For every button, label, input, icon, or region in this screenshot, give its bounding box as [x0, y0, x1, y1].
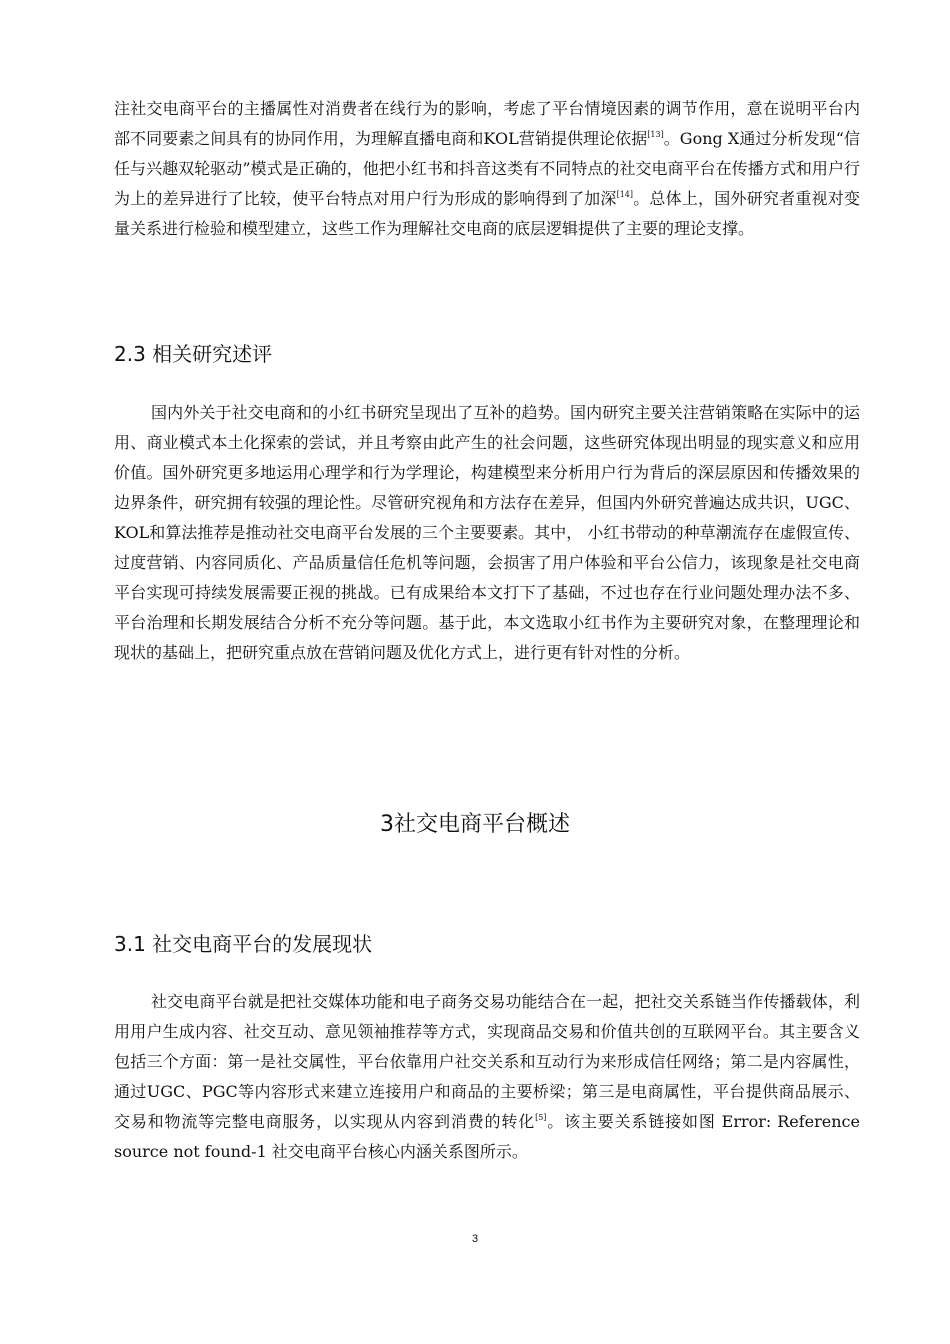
text-run: 。该主要关系链接如图 Error: Reference source not found-1 社交电商平台核心内涵关系图所示。	[114, 1112, 860, 1161]
section-heading-2-3: 2.3 相关研究述评	[114, 342, 273, 366]
citation-ref: [5]	[535, 1113, 547, 1122]
text-run: 。Gong X通过分析发现“信任与兴趣双轮驱动”模式是正确的，他把小红书和抖音这类有不同特点的社交电商平台在传播方式和用户行为上的差异进行了比较，使平台特点对用户行为形成的影响得到了加深	[114, 129, 860, 208]
citation-ref: [14]	[616, 190, 633, 199]
page-number: 3	[471, 1233, 479, 1245]
chapter-heading-3: 3社交电商平台概述	[380, 812, 570, 837]
paragraph-intro-continued	[114, 94, 860, 244]
text-run: 社交电商平台就是把社交媒体功能和电子商务交易功能结合在一起，把社交关系链当作传播载体，利用用户生成内容、社交互动、意见领袖推荐等方式，实现商品交易和价值共创的互联网平台。其主要含义包括三个方面：第一是社交属性，平台依靠用户社交关系和互动行为来形成信任网络；第二是内容属性，通过UGC、PGC等内容形式来建立连接用户和商品的主要桥梁；第三是电商属性，平台提供商品展示、交易和物流等完整电商服务，以实现从内容到消费的转化	[114, 992, 860, 1131]
paragraph-development-status	[114, 987, 860, 1167]
paragraph-review: 国内外关于社交电商和的小红书研究呈现出了互补的趋势。国内研究主要关注营销策略在实际中的运用、商业模式本土化探索的尝试，并且考察由此产生的社会问题，这些研究体现出明显的现实意义和应用价值。国外研究更多地运用心理学和行为学理论，构建模型来分析用户行为背后的深层原因和传播效果的边界条件，研究拥有较强的理论性。尽管研究视角和方法存在差异，但国内外研究普遍达成共识，UGC、KOL和算法推荐是推动社交电商平台发展的三个主要要素。其中， 小红书带动的种草潮流存在虚假宣传、过度营销、内容同质化、产品质量信任危机等问题，会损害了用户体验和平台公信力，该现象是社交电商平台实现可持续发展需要正视的挑战。已有成果给本文打下了基础，不过也存在行业问题处理办法不多、平台治理和长期发展结合分析不充分等问题。基于此，本文选取小红书作为主要研究对象，在整理理论和现状的基础上，把研究重点放在营销问题及优化方式上，进行更有针对性的分析。	[114, 403, 860, 662]
text-run: 注社交电商平台的主播属性对消费者在线行为的影响，考虑了平台情境因素的调节作用，意在说明平台内部不同要素之间具有的协同作用，为理解直播电商和KOL营销提供理论依据	[114, 99, 860, 148]
section-heading-3-1: 3.1 社交电商平台的发展现状	[114, 932, 373, 956]
citation-ref: [13]	[647, 130, 664, 139]
text-run: 。总体上，国外研究者重视对变量关系进行检验和模型建立，这些工作为理解社交电商的底层逻辑提供了主要的理论支撑。	[114, 189, 860, 238]
